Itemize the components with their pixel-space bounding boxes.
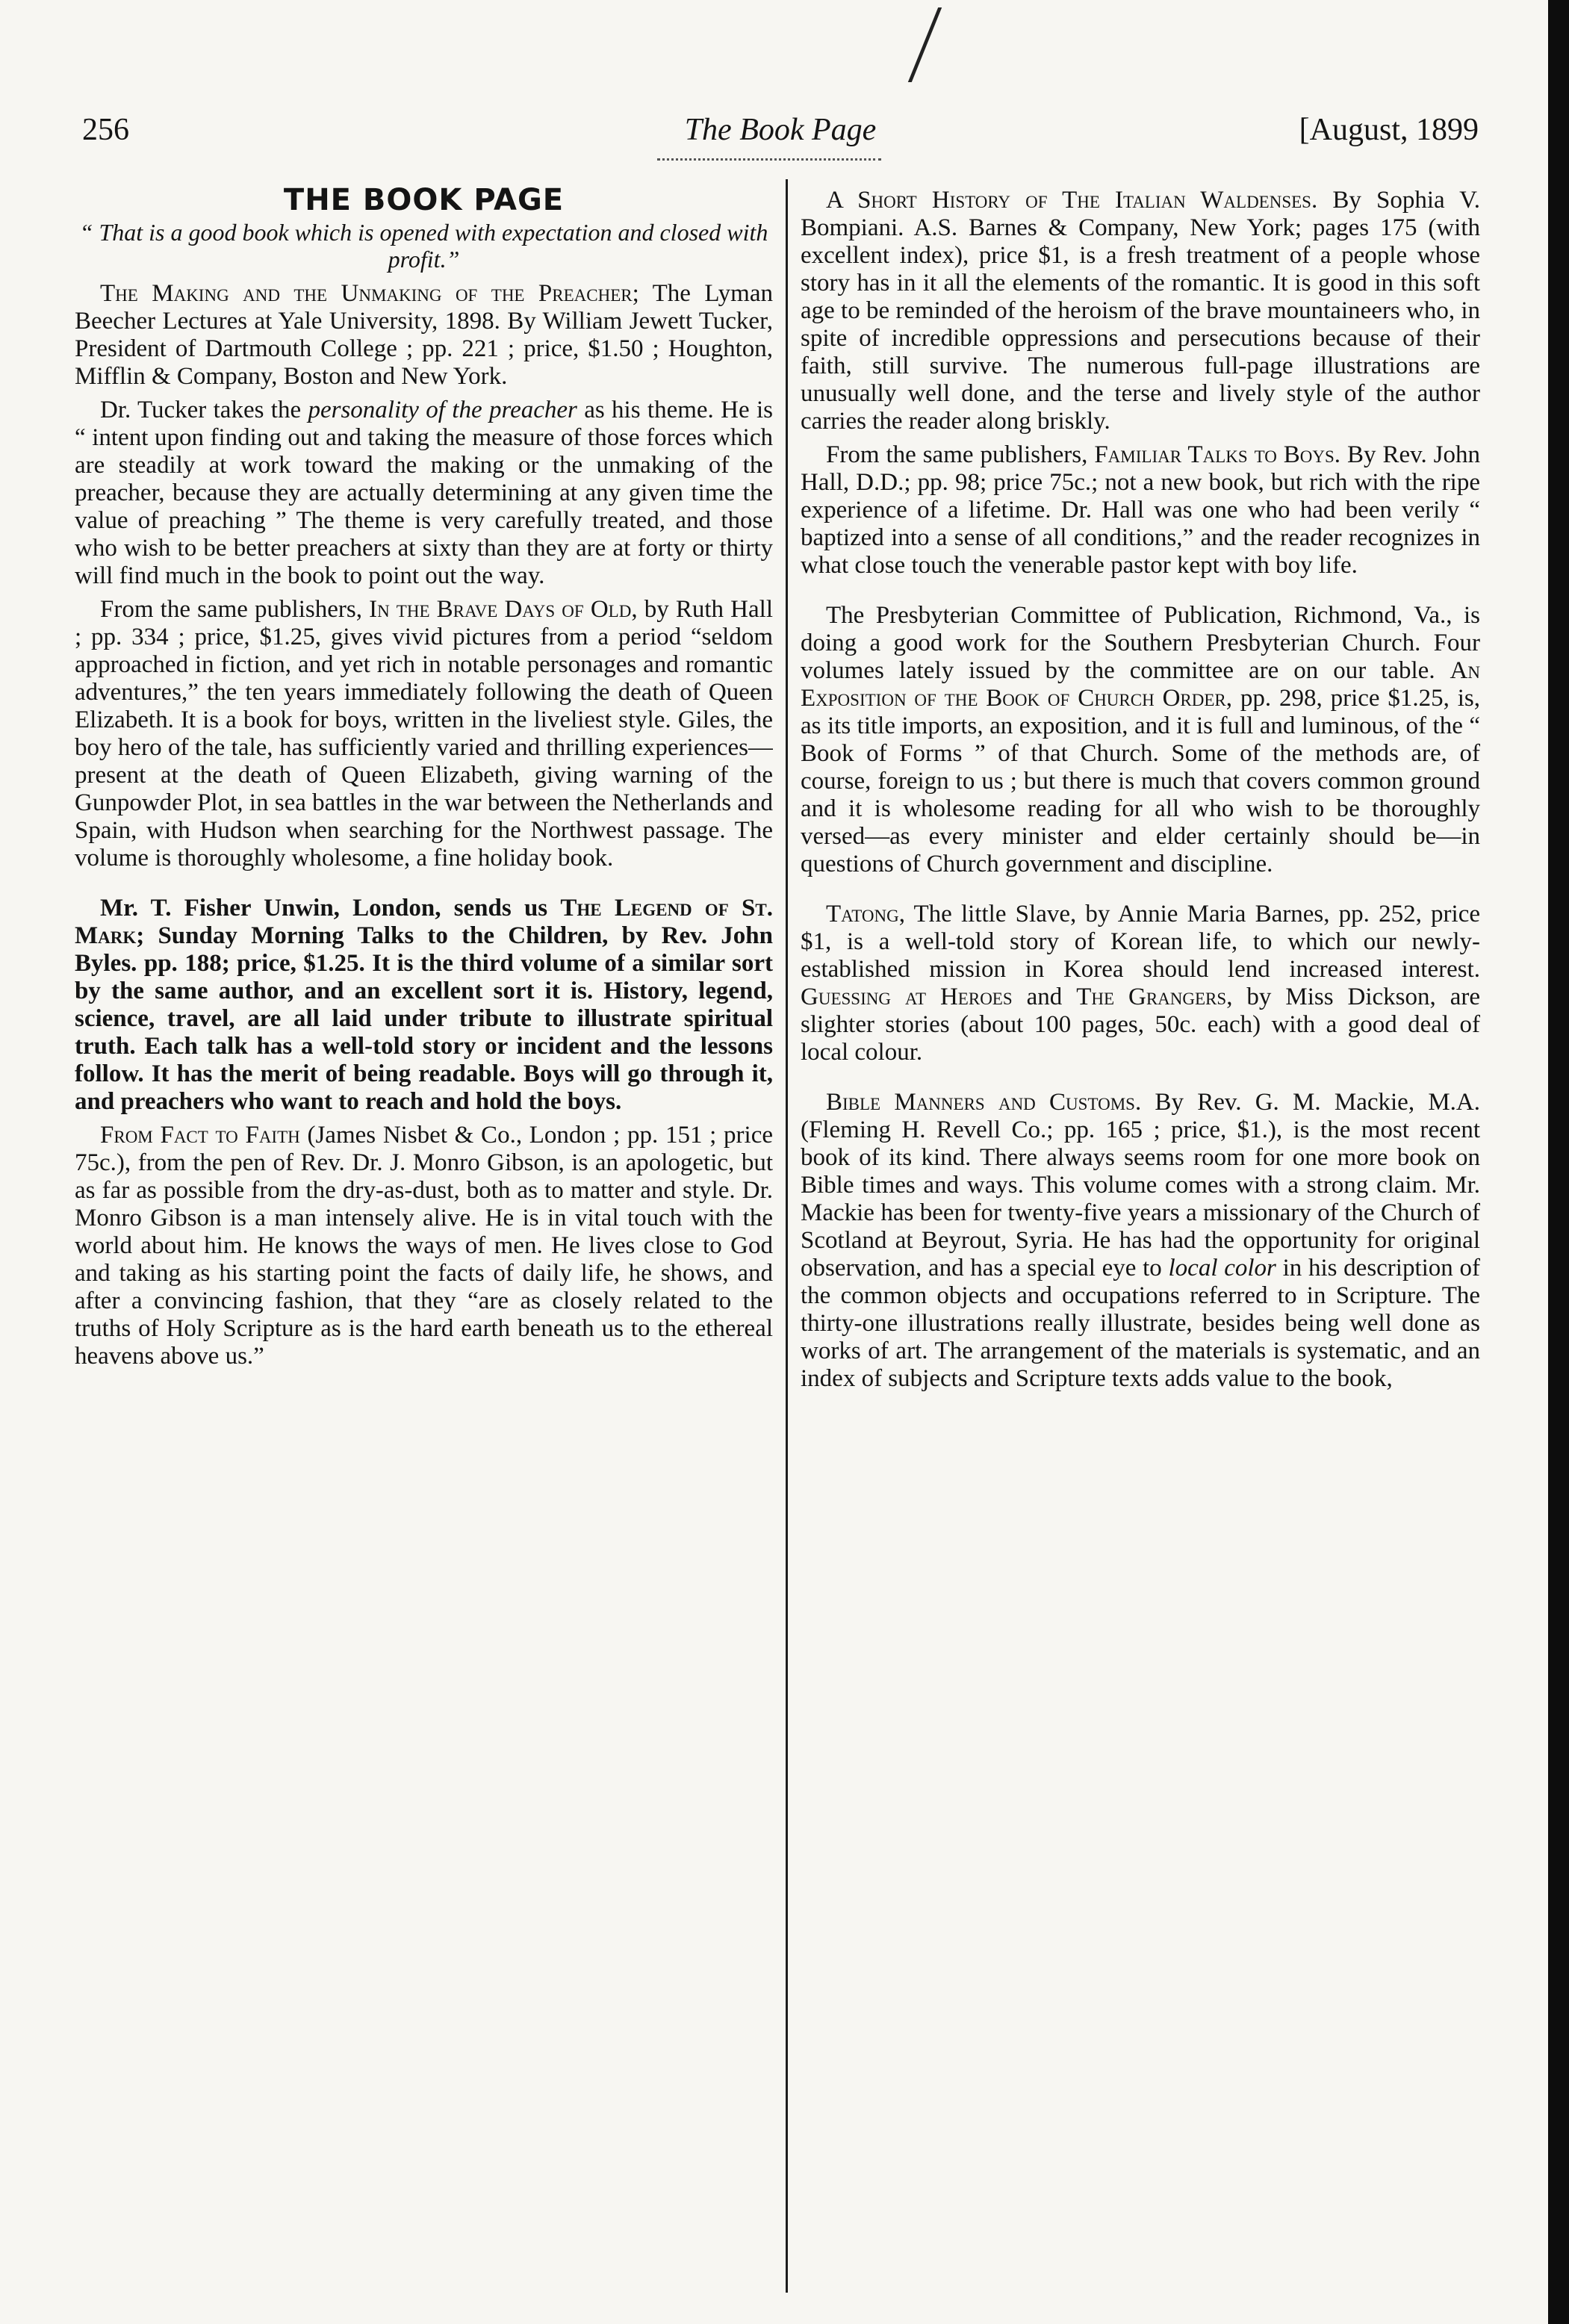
review-fact-to-faith	[75, 1122, 773, 1370]
text-run: , by Ruth Hall ; pp. 334 ; price, $1.25, gives vivid pictures from a period “seldom approached in fiction, and yet rich in notable personages and romantic adventures,” the ten years immediately following the death of Queen Elizabeth. It is a book for boys, written in the liveliest style. Giles, the boy hero of the tale, has sufficiently varied and thrilling experiences—present at the death of Queen Elizabeth, giving warning of the Gunpowder Plot, in sea battles in the war between the Netherlands and Spain, with Hudson when searching for the Northwest passage. The volume is thoroughly wholesome, a fine holiday book.	[75, 596, 773, 872]
scan-edge-shadow	[1548, 0, 1569, 2324]
review-familiar-talks	[801, 441, 1480, 580]
book-title: A Short History of The Italian Waldenses	[826, 187, 1311, 214]
text-run: . By Rev. John Hall, D.D.; pp. 98; price 75c.; not a new book, but rich with the ripe experience of a lifetime. Dr. Hall was one who had been verily “ baptized into a sense of all conditions,” and the reader recognizes in what close touch the venerable pastor kept with boy life.	[801, 441, 1480, 579]
right-column	[801, 187, 1480, 2293]
text-run: as his theme. He is “ intent upon finding out and taking the measure of those forces which are steadily at work toward the making or the unmaking of the preacher, because they are actually determining at any given time the value of preaching ” The theme is very carefully treated, and those who wish to be better preachers at sixty than they are at forty or thirty will find much in the book to point out the way.	[75, 397, 773, 589]
book-title: The Legend of St. Mark	[75, 895, 773, 949]
column-divider	[786, 179, 788, 2293]
book-title: An Exposition of the Book of Church Order	[801, 657, 1480, 712]
pen-stroke-mark	[908, 7, 948, 82]
review-legend-st-mark	[75, 895, 773, 1116]
review-making-of-preacher	[75, 280, 773, 391]
text-run: , The little Slave, by Annie Maria Barnes, pp. 252, price $1, is a well-told story of Korean life, to which our newly-established mission in Korea should lend increased interest.	[801, 901, 1480, 983]
book-title: In the Brave Days of Old	[369, 596, 632, 623]
emphasis: personality of the preacher	[308, 397, 577, 423]
page-header	[82, 112, 1479, 164]
review-italian-waldenses	[801, 187, 1480, 435]
left-column	[75, 187, 773, 2293]
text-run: (James Nisbet & Co., London ; pp. 151 ; price 75c.), from the pen of Rev. Dr. J. Monro Gibson, is an apologetic, but as far as possible from the dry-as-dust, both as to matter and style. Dr. Monro Gibson is a man intensely alive. He is in vital touch with the world about him. He knows the ways of men. He lives close to God and taking as his starting point the facts of daily life, he shows, and after a convincing fashion, that they “are as closely related to the truths of Holy Scripture as is the hard earth beneath us to the ethereal heavens above us.”	[75, 1122, 773, 1370]
review-paragraph	[75, 397, 773, 590]
issue-date: [August, 1899	[1299, 113, 1479, 147]
book-title: The Making and the Unmaking of the Preacher	[100, 280, 633, 307]
review-brave-days	[75, 596, 773, 872]
text-run: and	[1012, 984, 1077, 1010]
text-run: , pp. 298, price $1.25, is, as its title imports, an exposition, and it is full and luminous, of the “ Book of Forms ” of that Church. Some of the methods are, of course, foreign to us ; but there is much that covers common ground and it is wholesome reading for all who wish to be thoroughly versed—as every minister and elder certainly should be—in questions of Church government and discipline.	[801, 685, 1480, 877]
text-run: . By Sophia V. Bompiani. A.S. Barnes & Company, New York; pages 175 (with excellent index), price $1, is a fresh treatment of a people whose story has in it all the elements of the romantic. It is good in this soft age to be reminded of the heroism of the brave mountaineers who, in spite of incredible oppressions and persecutions because of their faith, still survive. The numerous full-page illustrations are unusually well done, and the terse and lively style of the author carries the reader along briskly.	[801, 187, 1480, 435]
text-run: in his description of the common objects and occupations referred to in Scripture. The thirty-one illustrations really illustrate, besides being well done as works of art. The arrangement of the materials is systematic, and an index of subjects and Scripture texts adds value to the book,	[801, 1255, 1480, 1392]
header-rule	[657, 158, 881, 161]
motto: “ That is a good book which is opened with expectation and closed with profit.”	[79, 219, 768, 273]
review-tatong	[801, 901, 1480, 1066]
text-run: Dr. Tucker takes the	[100, 397, 308, 423]
book-title: Bible Manners and Customs	[826, 1089, 1135, 1116]
running-title: The Book Page	[684, 113, 877, 147]
book-title: The Grangers	[1076, 984, 1227, 1010]
book-title: Guessing at Heroes	[801, 984, 1013, 1010]
masthead: THE BOOK PAGE	[283, 187, 565, 217]
text-run: From the same publishers,	[826, 441, 1095, 468]
text-run: The Presbyterian Committee of Publication, Richmond, Va., is doing a good work for the Southern Presbyterian Church. Four volumes lately issued by the committee are on our table.	[801, 602, 1480, 684]
emphasis: local color	[1168, 1255, 1276, 1281]
review-bible-manners	[801, 1089, 1480, 1393]
review-church-order	[801, 602, 1480, 878]
text-run: . By Rev. G. M. Mackie, M.A. (Fleming H. Revell Co.; pp. 165 ; price, $1.), is the most recent book of its kind. There always seems room for one more book on Bible times and ways. This volume comes with a strong claim. Mr. Mackie has been for twenty-five years a missionary of the Church of Scotland at Beyrout, Syria. He has had the opportunity for original observation, and has a special eye to	[801, 1089, 1480, 1281]
page-number: 256	[82, 113, 129, 147]
text-run: Mr. T. Fisher Unwin, London, sends us	[100, 895, 561, 922]
book-details: ; The Lyman Beecher Lectures at Yale University, 1898. By William Jewett Tucker, President of Dartmouth College ; pp. 221 ; price, $1.50 ; Houghton, Mifflin & Company, Boston and New York.	[75, 280, 773, 390]
book-title: From Fact to Faith	[100, 1122, 300, 1149]
book-title: Tatong	[826, 901, 899, 928]
text-run: From the same publishers,	[100, 596, 370, 623]
text-run: , by Miss Dickson, are slighter stories (about 100 pages, 50c. each) with a good deal of local colour.	[801, 984, 1480, 1066]
text-run: ; Sunday Morning Talks to the Children, by Rev. John Byles. pp. 188; price, $1.25. It is the third volume of a similar sort by the same author, and an excellent sort it is. History, legend, science, travel, are all laid under tribute to illustrate spiritual truth. Each talk has a well-told story or incident and the lessons follow. It has the merit of being readable. Boys will go through it, and preachers who want to reach and hold the boys.	[75, 922, 773, 1115]
book-title: Familiar Talks to Boys	[1094, 441, 1335, 468]
